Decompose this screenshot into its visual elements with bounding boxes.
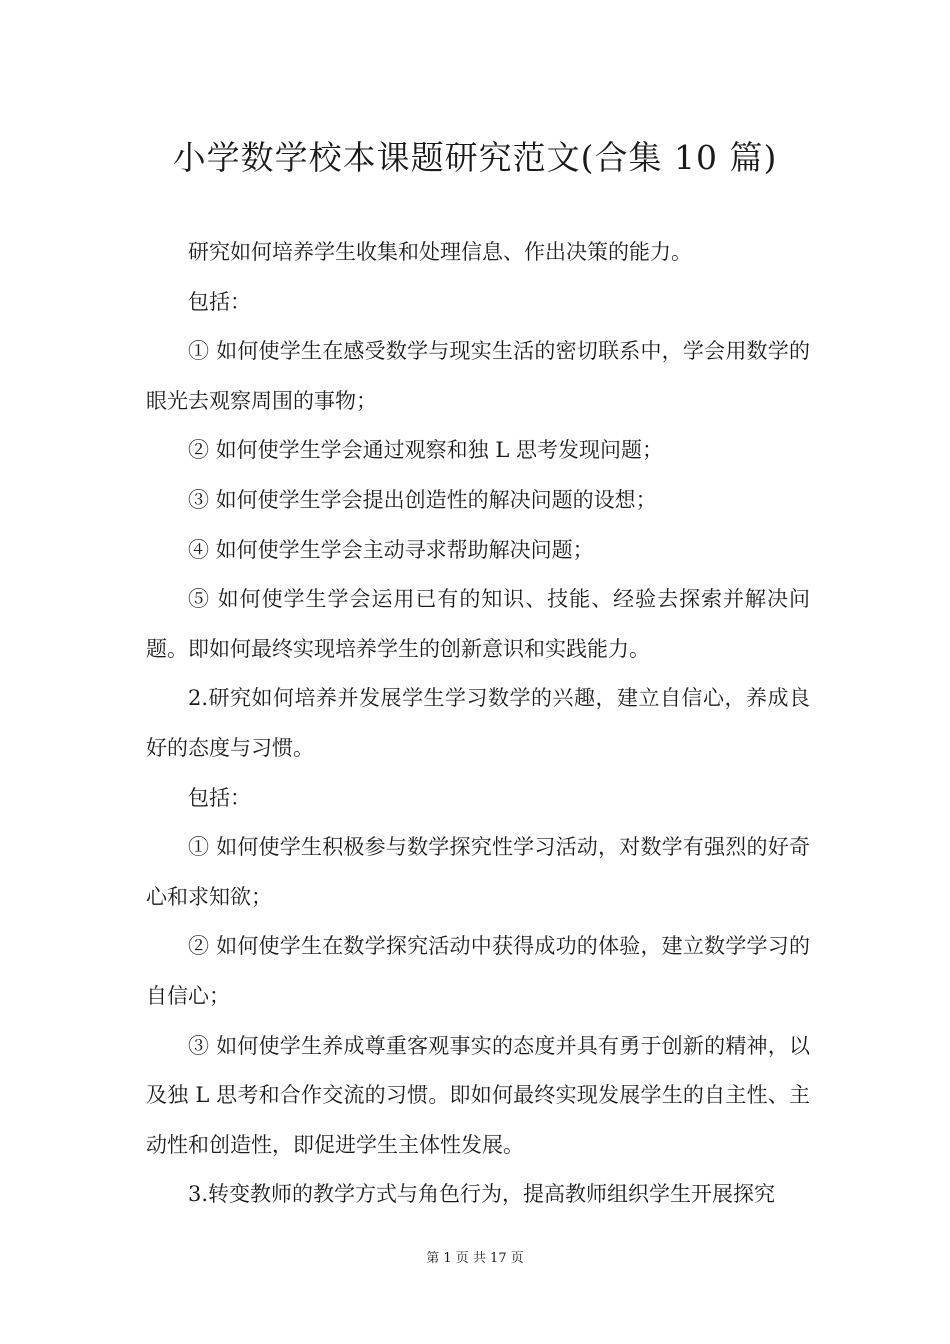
document-title: 小学数学校本课题研究范文(合集 10 篇) (172, 138, 778, 177)
paragraph: ③ 如何使学生养成尊重客观事实的态度并具有勇于创新的精神，以及独 L 思考和合作交流的习惯。即如何最终实现发展学生的自主性、主动性和创造性，即促进学生主体性发展。 (146, 1033, 810, 1157)
paragraph: 3.转变教师的教学方式与角色行为，提高教师组织学生开展探究 (188, 1182, 776, 1207)
paragraph: ③ 如何使学生学会提出创造性的解决问题的设想； (188, 487, 657, 512)
paragraph: ④ 如何使学生学会主动寻求帮助解决问题； (188, 537, 594, 562)
paragraph: ⑤ 如何使学生学会运用已有的知识、技能、经验去探索并解决问题。即如何最终实现培养学生的创新意识和实践能力。 (146, 587, 810, 661)
document-body (146, 228, 810, 1220)
paragraph: ① 如何使学生在感受数学与现实生活的密切联系中，学会用数学的眼光去观察周围的事物； (146, 339, 810, 413)
paragraph: 2.研究如何培养并发展学生学习数学的兴趣，建立自信心，养成良好的态度与习惯。 (146, 686, 810, 760)
paragraph: 包括： (188, 289, 251, 314)
paragraph: ① 如何使学生积极参与数学探究性学习活动，对数学有强烈的好奇心和求知欲； (146, 835, 810, 909)
paragraph: 包括： (188, 785, 251, 810)
page-number-footer: 第 1 页 共 17 页 (426, 1251, 524, 1266)
paragraph: 研究如何培养学生收集和处理信息、作出决策的能力。 (188, 240, 692, 264)
paragraph: ② 如何使学生在数学探究活动中获得成功的体验，建立数学学习的自信心； (146, 934, 810, 1008)
paragraph: ② 如何使学生学会通过观察和独 L 思考发现问题； (188, 438, 663, 463)
